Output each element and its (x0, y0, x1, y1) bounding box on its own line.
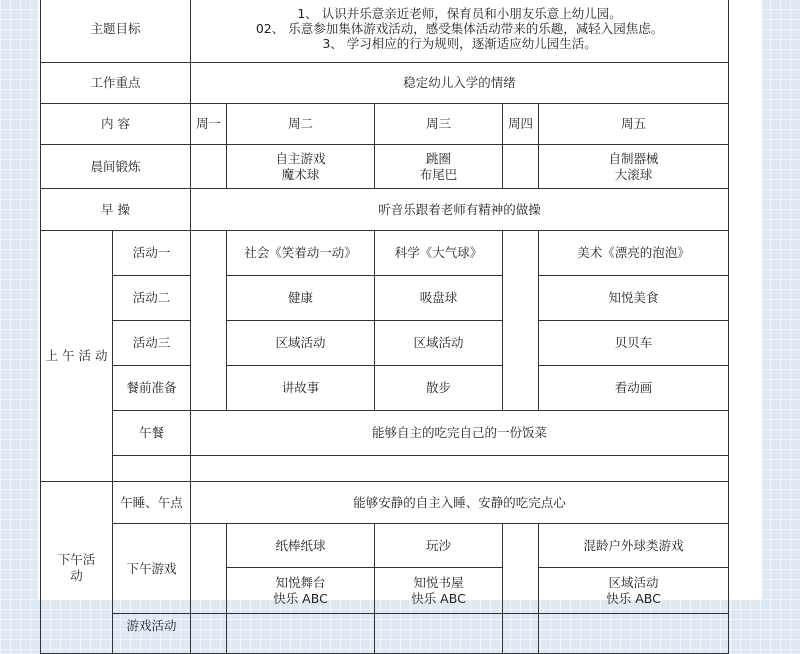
am-activity-wed: 散步 (375, 366, 503, 411)
day-mon: 周一 (191, 104, 227, 145)
cutoff-label: 游戏活动 (113, 614, 191, 654)
am-activity-tue: 健康 (227, 276, 375, 321)
am-activity-label: 活动三 (113, 321, 191, 366)
work-focus-label: 工作重点 (41, 63, 191, 104)
morning-exercise-mon (191, 145, 227, 189)
cell-line: 快乐 ABC (606, 590, 661, 606)
work-focus-value: 稳定幼儿入学的情绪 (191, 63, 729, 104)
am-activity-row (41, 366, 729, 411)
lunch-row (41, 411, 729, 456)
morning-drill-row (41, 189, 729, 231)
cell-line: 魔术球 (281, 166, 320, 182)
cell-line: 自制器械 (608, 150, 659, 166)
cell-line: 布尾巴 (419, 166, 458, 182)
morning-exercise-label: 晨间锻炼 (41, 145, 191, 189)
am-activity-fri: 看动画 (539, 366, 729, 411)
am-activity-wed: 吸盘球 (375, 276, 503, 321)
morning-drill-label: 早 操 (41, 189, 191, 231)
goal-line-1: 1、 认识并乐意亲近老师，保育员和小朋友乐意上幼儿园。 (297, 6, 622, 21)
pm-games-tue: 纸棒纸球 (227, 524, 375, 568)
theme-goal-content (191, 0, 729, 63)
am-activity-fri: 知悦美食 (539, 276, 729, 321)
pm-label-line: 下午活 (57, 551, 96, 567)
morning-exercise-wed (375, 145, 503, 189)
pm-label-line: 动 (70, 567, 83, 583)
pm-mon-empty (191, 524, 227, 614)
am-activity-wed: 科学《大气球》 (375, 231, 503, 276)
day-fri: 周五 (539, 104, 729, 145)
blank-cell (503, 614, 539, 654)
am-activity-label: 活动二 (113, 276, 191, 321)
day-thu: 周四 (503, 104, 539, 145)
pm-thu-empty (503, 524, 539, 614)
nap-row (41, 482, 729, 524)
am-mon-empty (191, 231, 227, 411)
cutoff-row (41, 614, 729, 654)
cell-line: 大滚球 (614, 166, 653, 182)
pm-games-fri: 混龄户外球类游戏 (539, 524, 729, 568)
pm-games-row (41, 524, 729, 568)
cell-line: 知悦书屋 (413, 574, 464, 590)
day-wed: 周三 (375, 104, 503, 145)
am-activity-label: 餐前准备 (113, 366, 191, 411)
blank-cell (539, 614, 729, 654)
pm-games-wed: 玩沙 (375, 524, 503, 568)
am-activity-row (41, 276, 729, 321)
pm-games-wed-2 (375, 568, 503, 614)
morning-exercise-tue (227, 145, 375, 189)
pm-games-tue-2 (227, 568, 375, 614)
am-activity-label: 活动一 (113, 231, 191, 276)
blank-cell (227, 614, 375, 654)
morning-exercise-thu (503, 145, 539, 189)
lunch-label: 午餐 (113, 411, 191, 456)
am-activity-fri: 美术《漂亮的泡泡》 (539, 231, 729, 276)
am-group-label: 上 午 活 动 (41, 231, 113, 482)
cell-line: 自主游戏 (275, 150, 326, 166)
work-focus-row (41, 63, 729, 104)
goal-line-2: 02、 乐意参加集体游戏活动，感受集体活动带来的乐趣，减轻入园焦虑。 (255, 21, 664, 36)
morning-exercise-fri (539, 145, 729, 189)
blank-cell (191, 614, 227, 654)
am-activity-tue: 社会《笑着动一动》 (227, 231, 375, 276)
pm-group-label (41, 482, 113, 654)
blank-cell (375, 614, 503, 654)
cell-line: 知悦舞台 (275, 574, 326, 590)
am-activity-wed: 区域活动 (375, 321, 503, 366)
content-header: 内 容 (41, 104, 191, 145)
morning-exercise-row (41, 145, 729, 189)
am-activity-fri: 贝贝车 (539, 321, 729, 366)
weekly-plan-table (40, 0, 729, 654)
am-activity-tue: 讲故事 (227, 366, 375, 411)
cell-line: 快乐 ABC (273, 590, 328, 606)
am-thu-empty (503, 231, 539, 411)
am-activity-row (41, 231, 729, 276)
blank-cell (113, 456, 191, 482)
blank-cell (191, 456, 729, 482)
weekday-header-row (41, 104, 729, 145)
day-tue: 周二 (227, 104, 375, 145)
pm-games-label: 下午游戏 (113, 524, 191, 614)
pm-games-fri-2 (539, 568, 729, 614)
am-activity-row (41, 321, 729, 366)
am-blank-row (41, 456, 729, 482)
theme-goal-row (41, 0, 729, 63)
goal-line-3: 3、 学习相应的行为规则，逐渐适应幼儿园生活。 (322, 36, 597, 51)
cell-line: 区域活动 (608, 574, 659, 590)
am-activity-tue: 区域活动 (227, 321, 375, 366)
cell-line: 跳圈 (426, 150, 452, 166)
nap-value: 能够安静的自主入睡、安静的吃完点心 (191, 482, 729, 524)
nap-label: 午睡、午点 (113, 482, 191, 524)
lunch-value: 能够自主的吃完自己的一份饭菜 (191, 411, 729, 456)
morning-drill-value: 听音乐跟着老师有精神的做操 (191, 189, 729, 231)
cell-line: 快乐 ABC (411, 590, 466, 606)
theme-goal-label: 主题目标 (41, 0, 191, 63)
